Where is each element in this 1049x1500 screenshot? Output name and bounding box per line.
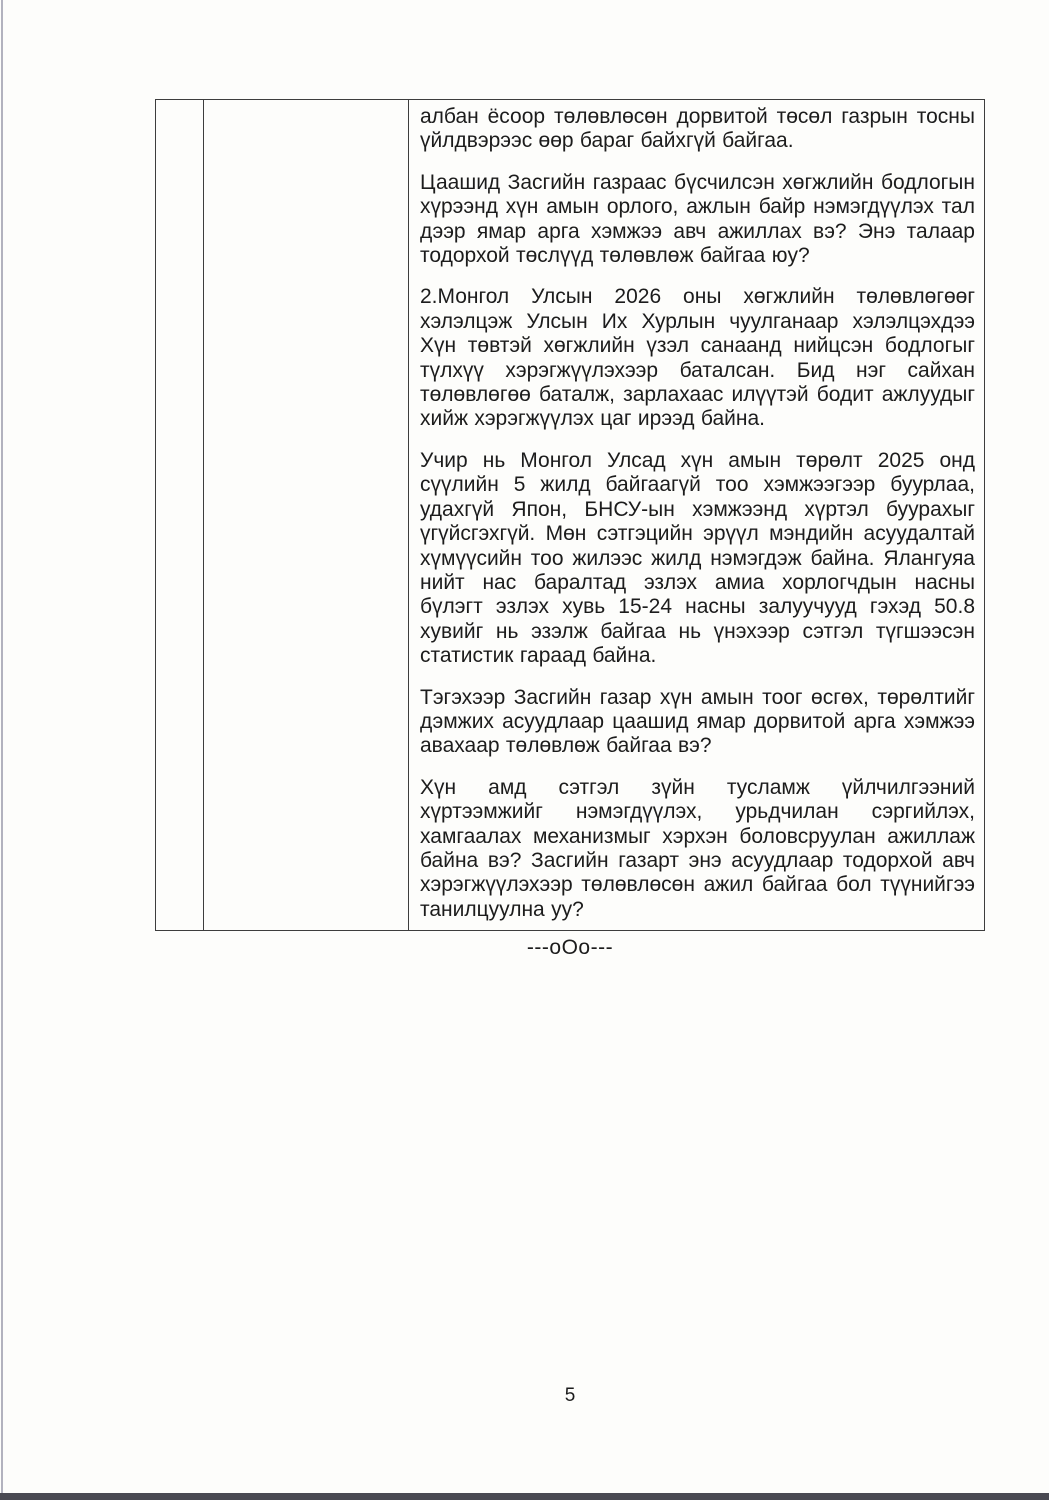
table-cell-question-text [409, 100, 984, 930]
scan-left-edge-artifact [1, 0, 3, 1500]
section-end-separator: ---oOo--- [526, 936, 614, 959]
table-cell-topic [204, 100, 409, 930]
question-paragraph: Учир нь Монгол Улсад хүн амын төрөлт 2025 онд сүүлийн 5 жилд байгаагүй тоо хэмжээгээр буурлаа, удахгүй Япон, БНСУ-ын хэмжээнд хүртэл буурахыг үгүйсгэхгүй. Мөн сэтгэцийн эрүүл мэндийн асуудалтай хүмүүсийн тоо жилээс жилд нэмэгдэж байна. Ялангуяа нийт нас баралтад эзлэх амиа хорлогчдын насны бүлэгт эзлэх хувь 15-24 насны залуучууд гэхэд 50.8 хувийг нь эзэлж байгаа нь үнэхээр сэтгэл түгшээсэн статистик гараад байна. [420, 448, 975, 668]
question-paragraph: Тэгэхээр Засгийн газар хүн амын тоог өсгөх, төрөлтийг дэмжих асуудлаар цаашид ямар дорвитой арга хэмжээ авахаар төлөвлөж байгаа вэ? [420, 685, 975, 758]
question-paragraph: Хүн амд сэтгэл зүйн тусламж үйлчилгээний хүртээмжийг нэмэгдүүлэх, урьдчилан сэргийлэх, хамгаалах механизмыг хэрхэн боловсруулан ажиллаж байна вэ? Засгийн газарт энэ асуудлаар тодорхой авч хэрэгжүүлэхээр төлөвлөсөн ажил байгаа бол түүнийгээ танилцуулна уу? [420, 775, 975, 921]
question-paragraph: албан ёсоор төлөвлөсөн дорвитой төсөл газрын тосны үйлдвэрээс өөр бараг байхгүй байгаа. [420, 105, 975, 153]
question-table [155, 99, 985, 931]
page-number: 5 [564, 1385, 576, 1406]
question-paragraph: 2.Монгол Улсын 2026 оны хөгжлийн төлөвлөгөөг хэлэлцэж Улсын Их Хурлын чуулганаар хэлэлцэхдээ Хүн төвтэй хөгжлийн үзэл санаанд нийцсэн бодлогыг түлхүү хэрэгжүүлэхээр баталсан. Бид нэг сайхан төлөвлөгөө баталж, зарлахаас илүүтэй бодит ажлуудыг хийж хэрэгжүүлэх цаг ирээд байна. [420, 285, 975, 431]
scan-bottom-strip-artifact [0, 1493, 1049, 1500]
question-paragraphs [420, 105, 975, 922]
table-cell-row-number [156, 100, 204, 930]
question-paragraph: Цаашид Засгийн газраас бүсчилсэн хөгжлийн бодлогын хүрээнд хүн амын орлого, ажлын байр нэмэгдүүлэх тал дээр ямар арга хэмжээ авч ажиллах вэ? Энэ талаар тодорхой төслүүд төлөвлөж байгаа юу? [420, 170, 975, 268]
